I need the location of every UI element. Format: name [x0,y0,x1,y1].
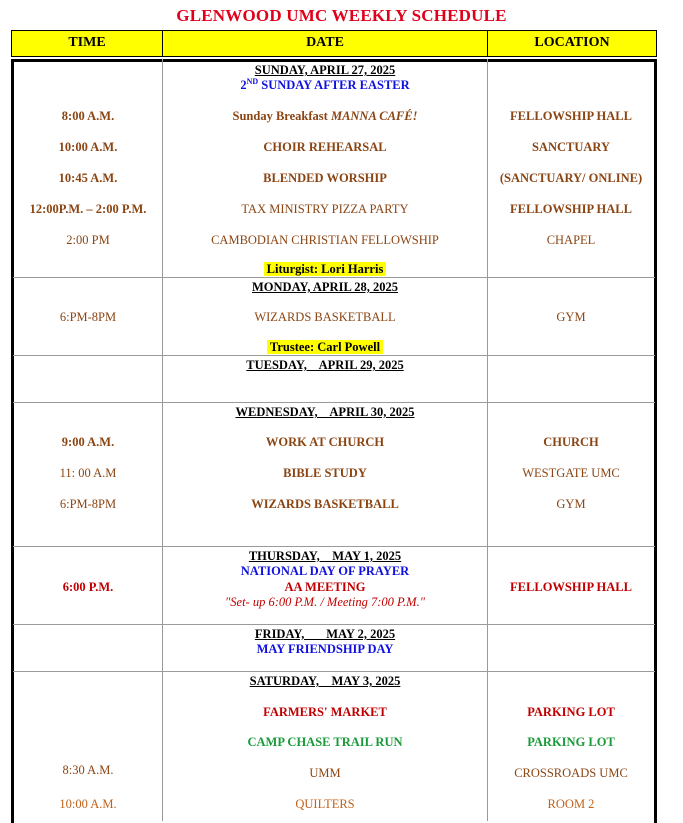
saturday-time-4: 10:00 A.M. [59,797,117,811]
saturday-date: SATURDAY, _ MAY 3, 2025 [249,674,401,688]
monday-date: MONDAY, APRIL 28, 2025 [252,280,398,294]
thursday-time: 6:00 P.M. [62,580,114,594]
sunday-location-2: SANCTUARY [531,140,611,154]
saturday-time-3: 8:30 A.M. [62,763,114,777]
row-divider [13,402,655,403]
sunday-event-3: BLENDED WORSHIP [263,171,387,185]
header-location: LOCATION [487,30,657,57]
friday-date: FRIDAY, _ _ MAY 2, 2025 [254,627,396,641]
thursday-event: AA MEETING [284,580,366,594]
liturgist-note: Liturgist: Lori Harris [163,262,487,277]
sunday-location-5: CHAPEL [546,233,596,247]
row-divider [13,671,655,672]
sunday-occasion: 2ND SUNDAY AFTER EASTER [240,77,410,93]
saturday-event-2: CAMP CHASE TRAIL RUN [247,735,403,749]
saturday-location-2: PARKING LOT [527,735,615,749]
wednesday-event-1: WORK AT CHURCH [265,435,385,449]
sunday-time-1: 8:00 A.M. [61,109,115,123]
saturday-event-1: FARMERS' MARKET [263,705,387,719]
sunday-time-2: 10:00 A.M. [58,140,118,154]
sunday-event-5: CAMBODIAN CHRISTIAN FELLOWSHIP [211,233,439,247]
thursday-detail: "Set- up 6:00 P.M. / Meeting 7:00 P.M." [225,595,425,609]
friday-occasion: MAY FRIENDSHIP DAY [256,642,394,656]
monday-location: GYM [556,310,586,324]
wednesday-date: WEDNESDAY, _ APRIL 30, 2025 [235,405,415,419]
sunday-date: SUNDAY, APRIL 27, 2025 [254,63,396,77]
saturday-location-1: PARKING LOT [527,705,615,719]
page-title: GLENWOOD UMC WEEKLY SCHEDULE [176,6,507,25]
wednesday-time-1: 9:00 A.M. [61,435,115,449]
sunday-event-1: Sunday Breakfast MANNA CAFÉ! [232,109,418,123]
thursday-location: FELLOWSHIP HALL [510,580,632,594]
row-divider [13,277,655,278]
wednesday-location-1: CHURCH [543,435,599,449]
row-divider [13,355,655,356]
tuesday-date: TUESDAY, _ APRIL 29, 2025 [246,358,404,372]
sunday-time-5: 2:00 PM [66,233,110,247]
trustee-note: Trustee: Carl Powell [163,340,487,355]
thursday-occasion: NATIONAL DAY OF PRAYER [240,564,410,578]
wednesday-location-3: GYM [556,497,586,511]
sunday-location-4: FELLOWSHIP HALL [510,202,632,216]
sunday-location-1: FELLOWSHIP HALL [510,109,632,123]
saturday-location-4: ROOM 2 [547,797,595,811]
wednesday-time-2: 11: 00 A.M [59,466,117,480]
thursday-date: THURSDAY, _ MAY 1, 2025 [248,549,402,563]
wednesday-event-2: BIBLE STUDY [283,466,367,480]
monday-time: 6:PM-8PM [59,310,117,324]
sunday-time-4: 12:00P.M. – 2:00 P.M. [29,202,147,216]
sunday-time-3: 10:45 A.M. [58,171,118,185]
row-divider [13,546,655,547]
row-divider [13,624,655,625]
sunday-event-4: TAX MINISTRY PIZZA PARTY [241,202,409,216]
header-date: DATE [162,30,488,57]
saturday-event-3: UMM [309,766,341,780]
sunday-location-3: (SANCTUARY/ ONLINE) [499,171,643,185]
monday-event: WIZARDS BASKETBALL [254,310,396,324]
saturday-location-3: CROSSROADS UMC [514,766,628,780]
saturday-event-4: QUILTERS [295,797,355,811]
wednesday-event-3: WIZARDS BASKETBALL [251,497,399,511]
sunday-event-2: CHOIR REHEARSAL [263,140,387,154]
wednesday-time-3: 6:PM-8PM [59,497,117,511]
header-time: TIME [11,30,163,57]
wednesday-location-2: WESTGATE UMC [522,466,620,480]
